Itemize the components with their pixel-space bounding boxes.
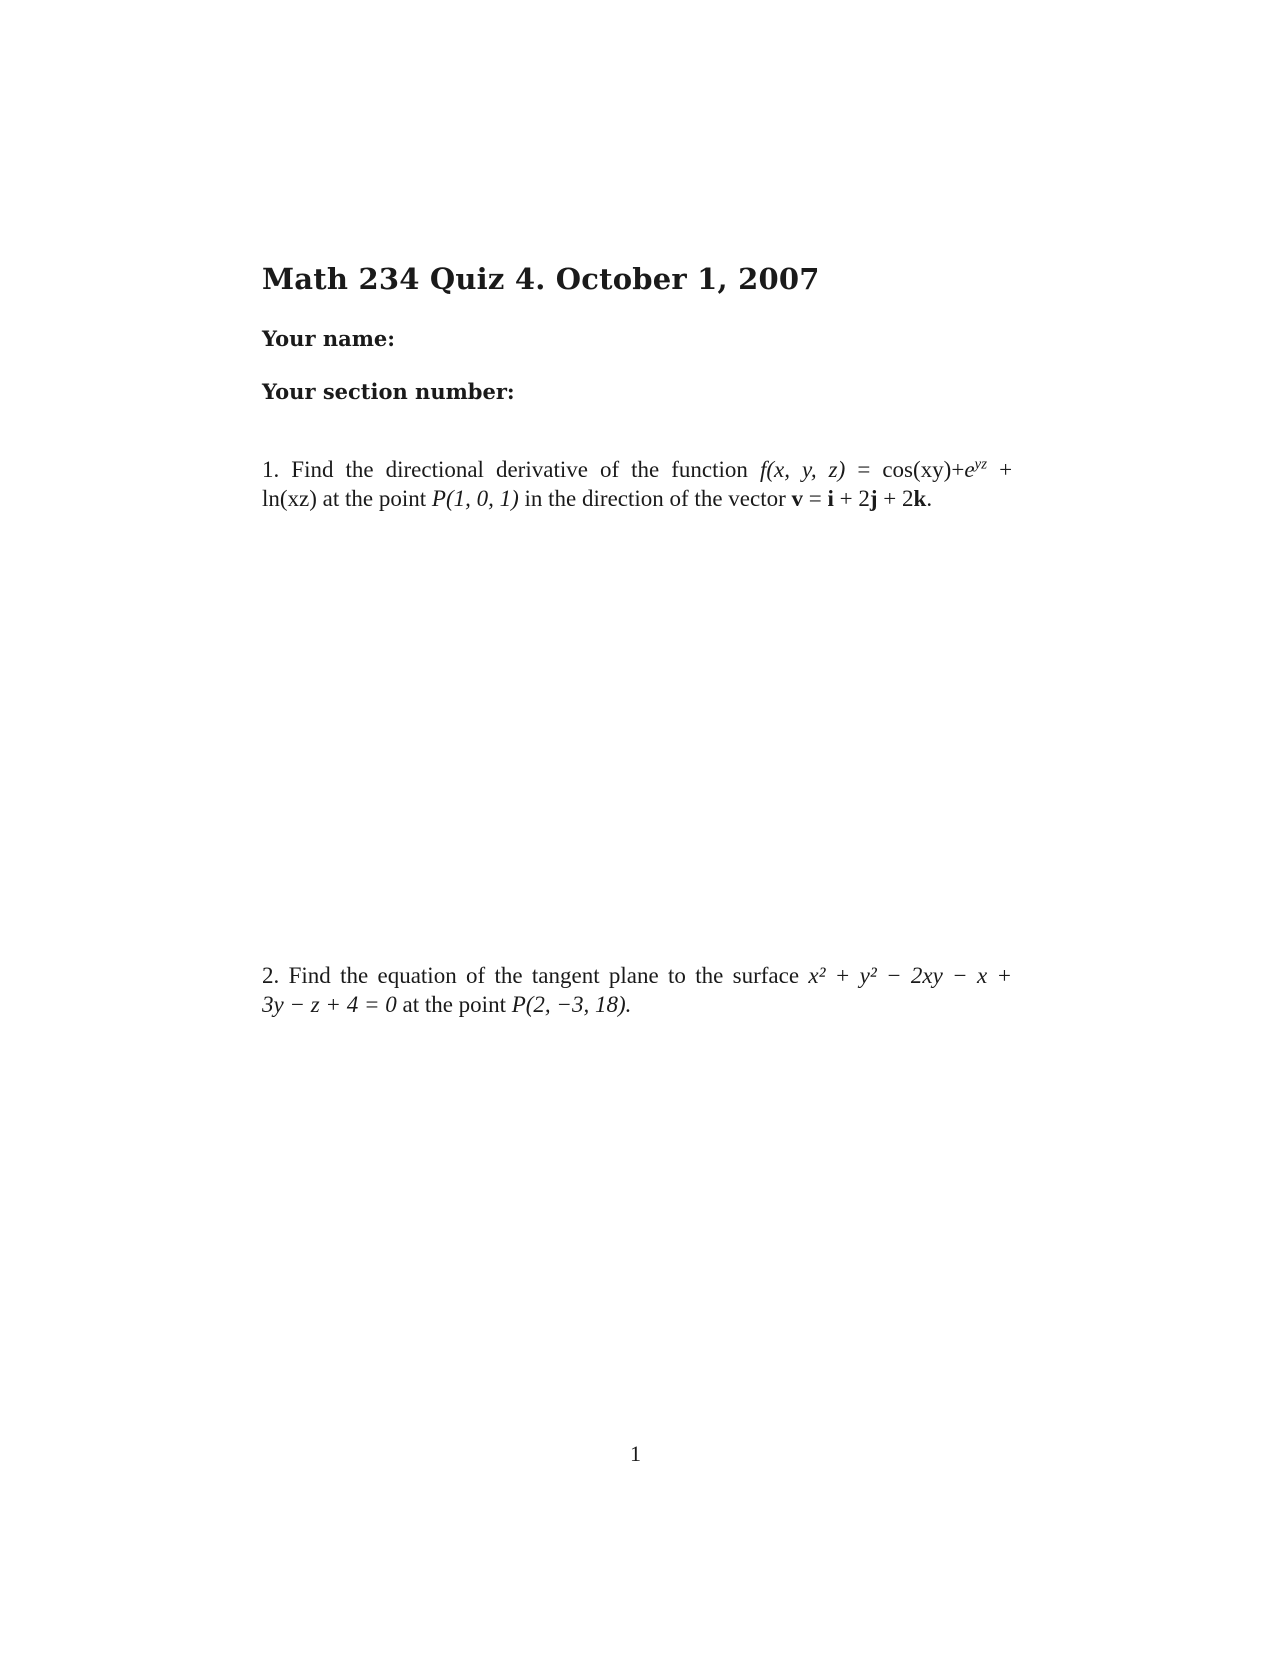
surface-equation-part-2: 3y − z + 4 = 0 xyxy=(262,992,397,1017)
page-title: Math 234 Quiz 4. October 1, 2007 xyxy=(262,262,820,296)
point-p-2: P(2, −3, 18). xyxy=(511,992,632,1017)
coef-2j: 2 xyxy=(858,486,870,511)
name-field-label: Your name: xyxy=(262,326,396,351)
problem-2-text: Find the equation of the tangent plane to the surface xyxy=(288,963,800,988)
vector-v: v xyxy=(791,486,803,511)
coef-2k: 2 xyxy=(902,486,914,511)
exp-base: e xyxy=(964,457,975,482)
vector-i: i xyxy=(827,486,834,511)
section-number-field-label: Your section number: xyxy=(262,379,515,404)
ln-term: ln(xz) xyxy=(262,486,317,511)
plus-sign-3: + xyxy=(839,486,853,511)
problem-2-number: 2. xyxy=(262,963,280,988)
plus-sign: + xyxy=(951,457,965,482)
vector-j: j xyxy=(869,486,878,511)
period: . xyxy=(926,486,933,511)
problem-2-line-1 xyxy=(262,961,1012,990)
page-number: 1 xyxy=(630,1441,641,1466)
cos-term: cos(xy) xyxy=(882,457,952,482)
plus-sign-4: + xyxy=(883,486,897,511)
equals-sign-2: = xyxy=(808,486,822,511)
problem-1-text-2a: at the point xyxy=(322,486,427,511)
problem-1-number: 1. xyxy=(262,457,280,482)
vector-k: k xyxy=(913,486,927,511)
problem-1 xyxy=(262,455,1012,513)
problem-2-text-2: at the point xyxy=(402,992,506,1017)
problem-2 xyxy=(262,961,1012,1019)
exp-exponent: yz xyxy=(974,456,988,473)
function-lhs: f(x, y, z) xyxy=(759,457,846,482)
equals-sign: = xyxy=(857,457,871,482)
problem-1-text: Find the directional derivative of the function xyxy=(291,457,748,482)
surface-equation-part-1: x² + y² − 2xy − x + xyxy=(808,963,1013,988)
plus-sign-2: + xyxy=(999,457,1013,482)
problem-1-line-2 xyxy=(262,484,1012,513)
problem-2-line-2 xyxy=(262,990,1012,1019)
problem-1-text-2b: in the direction of the vector xyxy=(524,486,786,511)
point-p: P(1, 0, 1) xyxy=(431,486,519,511)
problem-1-line-1 xyxy=(262,455,1012,484)
